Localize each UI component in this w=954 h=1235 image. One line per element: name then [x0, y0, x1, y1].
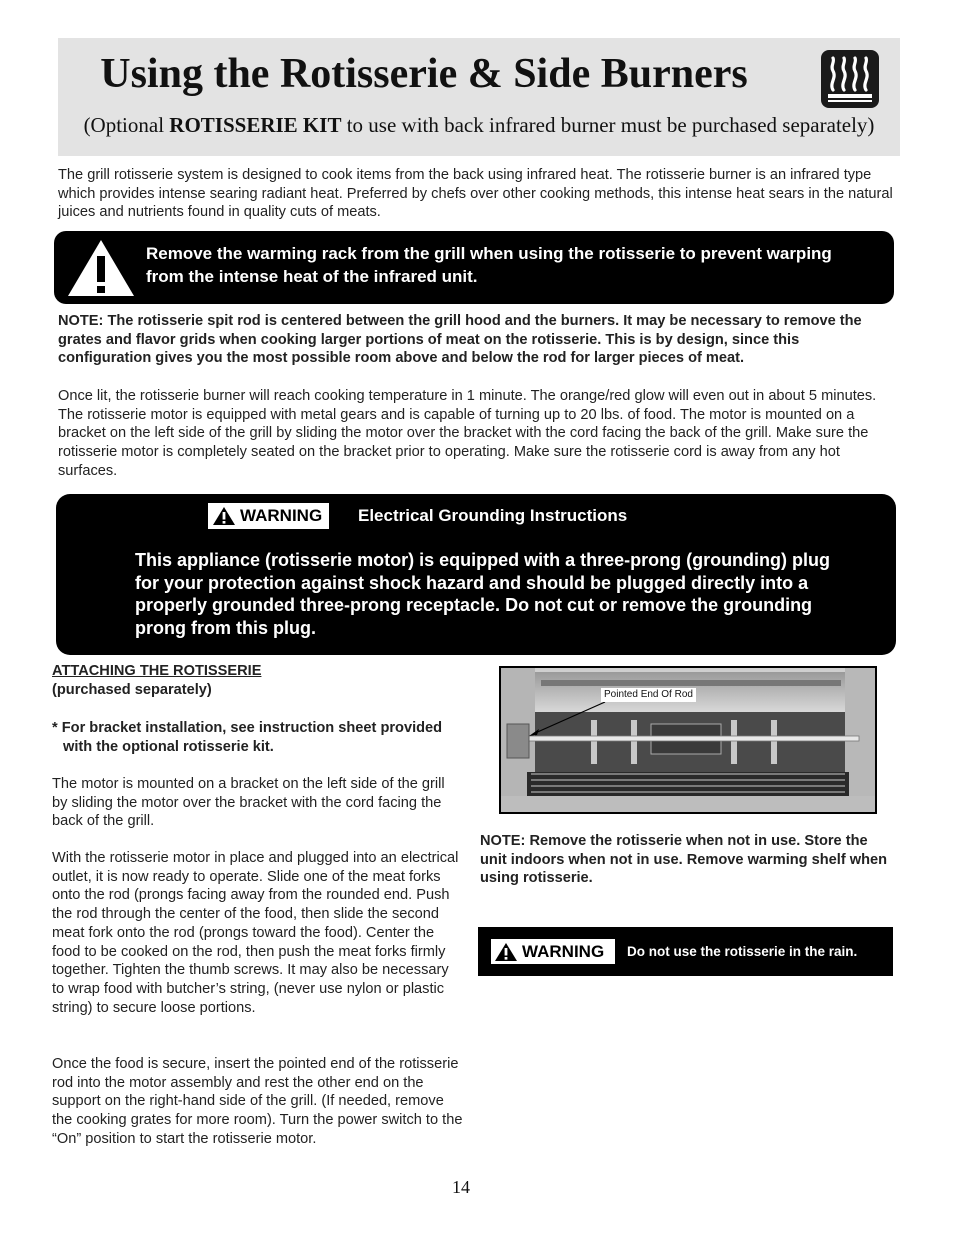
burner-paragraph: Once lit, the rotisserie burner will reach cooking temperature in 1 minute. The orange/red glow will even out in about 5 minutes. The rotisserie motor is equipped with metal gears and is capable of turning up to 20 lbs. of food. The motor is mounted on a bracket on the left side of the grill by sliding the motor over the bracket with the cord facing the back of the grill. Make sure the rotisserie motor is completely seated on the bracket prior to operating. Make sure the rotisserie cord is away from any hot surfaces.: [58, 388, 877, 479]
subtitle-post: to use with back infrared burner must be purchased separately): [341, 113, 875, 137]
grounding-title: Electrical Grounding Instructions: [358, 506, 628, 525]
rain-warning-badge: [491, 939, 615, 964]
attaching-heading-text: ATTACHING THE ROTISSERIE: [52, 663, 262, 679]
warning-badge: [208, 503, 329, 529]
exclamation-triangle-icon: [66, 238, 136, 298]
caution-text: Remove the warming rack from the grill when using the rotisserie to prevent warping from the intense heat of the infrared unit.: [146, 244, 832, 286]
rotisserie-photo: [499, 666, 877, 814]
caution-box: [54, 231, 894, 304]
rain-warning-badge-label: WARNING: [522, 941, 605, 961]
note-spit-rod: NOTE: The rotisserie spit rod is centered between the grill hood and the burners. It may be necessary to remove the grates and flavor grids when cooking larger portions of meat on the rotisserie. This is by design, since this configuration gives you the most possible room above and below the rod for larger pieces of meat.: [58, 313, 862, 367]
subtitle: [58, 112, 900, 138]
pointed-end-callout: Pointed End Of Rod: [601, 688, 696, 702]
warning-badge-label: WARNING: [240, 506, 323, 525]
bracket-note: * For bracket installation, see instruction sheet provided with the optional rotisserie kit.: [52, 720, 443, 755]
rain-warning-text: Do not use the rotisserie in the rain.: [627, 944, 858, 959]
page-number: 14: [452, 1177, 470, 1197]
grounding-warning-box: [56, 494, 896, 655]
attaching-paragraph-1: The motor is mounted on a bracket on the left side of the grill by sliding the motor over the bracket with the cord facing the back of the grill.: [52, 776, 445, 830]
warning-triangle-icon: [494, 942, 518, 962]
rain-warning-box: [478, 927, 893, 976]
note-remove-rotisserie: NOTE: Remove the rotisserie when not in use. Store the unit indoors when not in use. Remove warming shelf when using rotisserie.: [480, 833, 888, 887]
intro-paragraph: The grill rotisserie system is designed to cook items from the back using infrared heat. The rotisserie burner is an infrared type which provides intense searing radiant heat. Preferred by chefs over other cooking methods, this intense heat sears in the natural juices and nutrients found in quality cuts of meats.: [58, 167, 893, 221]
warning-triangle-icon: [212, 506, 236, 526]
subtitle-bold: ROTISSERIE KIT: [169, 113, 342, 137]
infrared-heat-icon: [821, 50, 879, 108]
attaching-paragraph-3: Once the food is secure, insert the pointed end of the rotisserie rod into the motor assembly and rest the other end on the support on the right-hand side of the grill. (If needed, remove the cooking grates for more room). Turn the power switch to the “On” position to start the rotisserie motor.: [52, 1056, 463, 1147]
header-band: [58, 38, 900, 156]
attaching-subheading: (purchased separately): [52, 682, 212, 698]
attaching-paragraph-2: With the rotisserie motor in place and plugged into an electrical outlet, it is now ready to operate. Slide one of the meat forks onto the rod (prongs facing away from the rounded end. Push the rod through the center of the food, then slide the second meat fork onto the rod (prongs toward the food). Center the food to be cooked on the rod, then push the meat forks firmly together. Tighten the thumb screws. It may also be necessary to wrap food with butcher’s string, (never use nylon or plastic string) to secure loose portions.: [52, 850, 459, 1016]
subtitle-pre: (Optional: [83, 113, 170, 137]
grounding-body: This appliance (rotisserie motor) is equipped with a three-prong (grounding) plug for your protection against shock hazard and should be plugged directly into a properly grounded three-prong receptacle. Do not cut or remove the grounding prong from this plug.: [135, 550, 831, 638]
page-title: Using the Rotisserie & Side Burners: [100, 51, 748, 97]
attaching-heading: [52, 662, 462, 681]
